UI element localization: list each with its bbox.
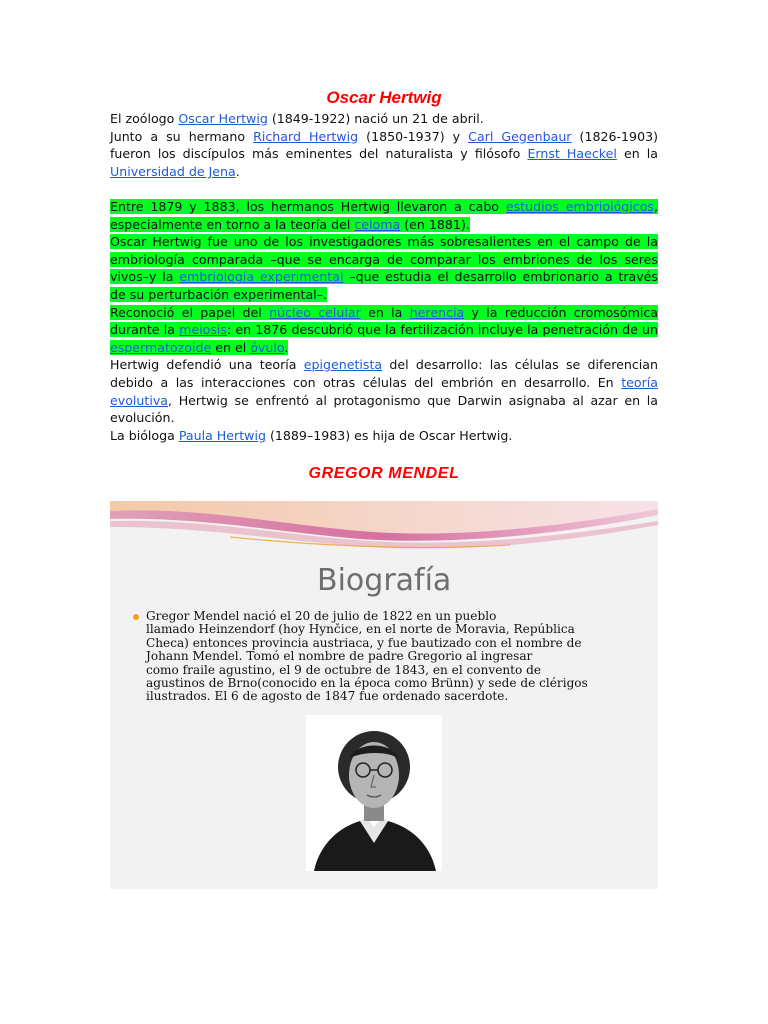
text-run: en la bbox=[616, 146, 658, 162]
text-run: en el bbox=[211, 339, 251, 355]
link-paula-hertwig[interactable]: Paula Hertwig bbox=[178, 427, 266, 443]
text-run: Hertwig defendió una teoría bbox=[110, 357, 304, 373]
paragraph-intro bbox=[110, 110, 658, 128]
paragraph-studies bbox=[110, 198, 658, 233]
paragraph-daughter bbox=[110, 427, 658, 445]
text-run: El zoólogo bbox=[110, 111, 179, 126]
link-epigenetista[interactable]: epigenetista bbox=[303, 357, 383, 373]
heading-gregor-mendel: GREGOR MENDEL bbox=[308, 465, 460, 482]
slide-line: Gregor Mendel nació el 20 de julio de 1822 en un pueblo bbox=[146, 609, 497, 623]
text-run: Junto a su hermano bbox=[110, 128, 254, 144]
text-run: La bióloga bbox=[110, 427, 179, 443]
text-run: en la bbox=[360, 304, 410, 320]
text-run: y la reducción cromosómica durante la bbox=[110, 304, 658, 338]
link-carl-gegenbaur[interactable]: Carl Gegenbaur bbox=[468, 128, 572, 144]
link-estudios-embriologicos[interactable]: estudios embriológicos bbox=[505, 198, 654, 214]
paragraph-nucleus bbox=[110, 304, 658, 357]
highlighted-block bbox=[110, 305, 658, 355]
link-universidad-jena[interactable]: Universidad de Jena bbox=[110, 163, 236, 179]
link-herencia[interactable]: herencia bbox=[409, 304, 465, 320]
text-run: Oscar Hertwig fue uno de los investigadores más sobresalientes en el campo de la embriología comparada –que se encarga de comparar los embriones de los seres vivos–y la bbox=[110, 234, 658, 285]
slide-line: ilustrados. El 6 de agosto de 1847 fue ordenado sacerdote. bbox=[146, 689, 509, 704]
text-run: Entre 1879 y 1883, los hermanos Hertwig llevaron a cabo bbox=[110, 198, 506, 214]
paragraph-brothers bbox=[110, 128, 658, 181]
link-embriologia-experimental[interactable]: embriología experimental bbox=[179, 269, 344, 285]
paragraph-epigenetics bbox=[110, 356, 658, 426]
text-run: (1889–1983) es hija de Oscar Hertwig. bbox=[265, 427, 513, 443]
body-text bbox=[110, 110, 658, 444]
text-run: (1850-1937) y bbox=[358, 128, 469, 144]
slide-line: agustinos de Brno(conocido en la época como Brünn) y sede de clérigos bbox=[146, 676, 588, 691]
link-celoma[interactable]: celoma bbox=[354, 216, 401, 232]
decorative-wave bbox=[110, 501, 658, 561]
biography-slide-image bbox=[110, 501, 658, 889]
text-run: (1849-1922) nació un 21 de abril. bbox=[267, 111, 484, 126]
link-oscar-hertwig[interactable]: Oscar Hertwig bbox=[178, 111, 268, 126]
text-run: (1826-1903) fueron los discípulos más eminentes del naturalista y filósofo bbox=[110, 128, 659, 162]
bullet-icon bbox=[133, 614, 139, 620]
highlighted-block bbox=[110, 234, 658, 302]
text-run: . bbox=[284, 339, 289, 355]
text-run: –que estudia el desarrollo embrionario a través de su perturbación experimental–. bbox=[110, 269, 658, 302]
text-run: : en 1876 descubrió que la fertilización incluye la penetración de un bbox=[226, 322, 658, 338]
link-ovulo[interactable]: óvulo bbox=[250, 339, 285, 355]
blank-line bbox=[110, 180, 658, 198]
text-run: Reconoció el papel del bbox=[110, 304, 270, 320]
text-run: , Hertwig se enfrentó al protagonismo que Darwin asignaba al azar en la evolución. bbox=[110, 392, 658, 426]
paragraph-comparative bbox=[110, 233, 658, 303]
link-meiosis[interactable]: meiosis bbox=[179, 322, 227, 338]
link-ernst-haeckel[interactable]: Ernst Haeckel bbox=[527, 146, 617, 162]
slide-bullet-text bbox=[146, 610, 646, 704]
text-run: , especialmente en torno a la teoría del bbox=[110, 198, 658, 232]
text-run: del desarrollo: las células se diferencian debido a las interacciones con otras células del embrión en desarrollo. En bbox=[110, 357, 658, 390]
slide-line: Checa) entonces provincia austriaca, y fue bautizado con el nombre de bbox=[146, 635, 582, 650]
heading-oscar-hertwig: Oscar Hertwig bbox=[326, 88, 442, 107]
slide-line: llamado Heinzendorf (hoy Hynčice, en el norte de Moravia, República bbox=[146, 622, 575, 637]
link-nucleo-celular[interactable]: núcleo celular bbox=[269, 304, 361, 320]
link-espermatozoide[interactable]: espermatozoide bbox=[110, 339, 212, 355]
text-run: (en 1881). bbox=[400, 216, 470, 232]
portrait-icon bbox=[306, 715, 442, 871]
slide-title: Biografía bbox=[317, 563, 452, 598]
link-richard-hertwig[interactable]: Richard Hertwig bbox=[253, 128, 359, 144]
mendel-portrait bbox=[306, 715, 442, 871]
slide-line: Johann Mendel. Tomó el nombre de padre Gregorio al ingresar bbox=[146, 649, 533, 664]
slide-line: como fraile agustino, el 9 de octubre de 1843, en el convento de bbox=[146, 662, 542, 677]
link-teoria-evolutiva[interactable]: teoría evolutiva bbox=[110, 374, 658, 408]
highlighted-block bbox=[110, 199, 658, 232]
text-run: . bbox=[235, 163, 240, 179]
